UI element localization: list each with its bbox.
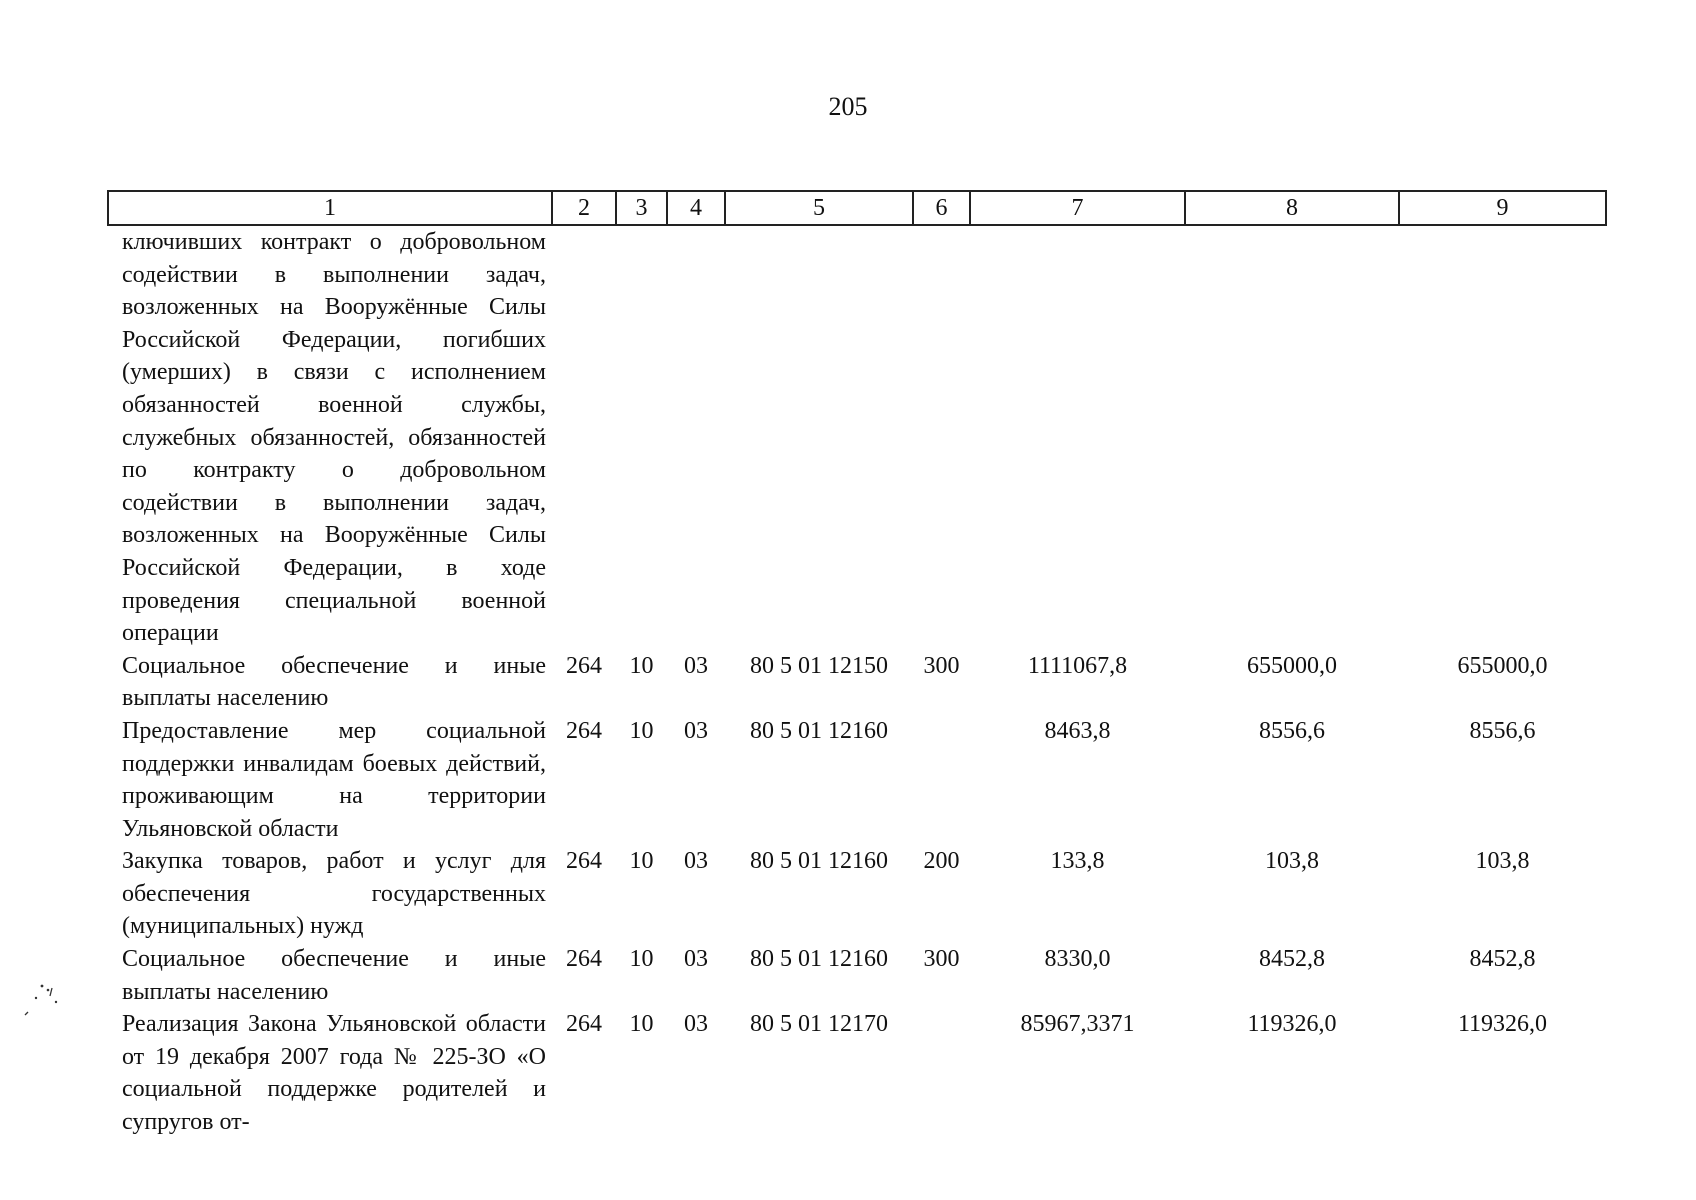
cell-target-article: 80 5 01 12160 — [750, 946, 888, 973]
cell-expense-type — [913, 1008, 970, 1138]
cell-amount-col8: 8556,6 — [1259, 717, 1325, 744]
cell-ministry: 264 — [566, 848, 602, 875]
cell-amount-col7: 133,8 — [1050, 848, 1105, 875]
cell-expense-type — [913, 715, 970, 845]
cell-amount-col9 — [1399, 225, 1606, 650]
column-header: 7 — [970, 191, 1185, 225]
cell-amount-col7: 1111067,8 — [1027, 652, 1128, 679]
cell-subsection: 03 — [684, 717, 708, 744]
row-description: Социальное обеспечение и иные выплаты населению — [122, 652, 546, 712]
cell-amount-col9: 119326,0 — [1457, 1011, 1548, 1038]
table-row — [108, 715, 1606, 845]
cell-target-article: 80 5 01 12170 — [750, 1011, 888, 1038]
row-description: Реализация Закона Ульяновской области от 19 декабря 2007 года № 225-ЗО «О социальной поддержке родителей и супругов от- — [122, 1011, 546, 1136]
cell-amount-col8: 103,8 — [1265, 848, 1319, 875]
cell-subsection — [667, 225, 725, 650]
cell-expense-type: 200 — [923, 848, 960, 875]
row-description: Социальное обеспечение и иные выплаты населению — [122, 946, 546, 1005]
row-description: Закупка товаров, работ и услуг для обеспечения государственных (муниципальных) нужд — [122, 848, 546, 940]
budget-table — [107, 190, 1607, 1139]
column-header: 1 — [108, 191, 552, 225]
column-header: 4 — [667, 191, 725, 225]
row-description: Предоставление мер социальной поддержки инвалидам боевых действий, проживающим на территории Ульяновской области — [122, 717, 546, 842]
cell-expense-type: 300 — [923, 652, 960, 679]
cell-target-article: 80 5 01 12160 — [750, 848, 888, 875]
cell-subsection: 03 — [684, 652, 708, 679]
cell-amount-col7: 85967,3371 — [1020, 1011, 1135, 1038]
cell-ministry: 264 — [566, 717, 602, 744]
cell-amount-col9: 655000,0 — [1457, 652, 1548, 679]
cell-section — [616, 225, 667, 650]
cell-target-article: 80 5 01 12160 — [750, 717, 888, 744]
table-header-row — [108, 191, 1606, 225]
cell-target-article — [725, 225, 913, 650]
column-header: 6 — [913, 191, 970, 225]
cell-section: 10 — [629, 946, 654, 973]
cell-subsection: 03 — [684, 946, 708, 973]
cell-amount-col8 — [1185, 225, 1399, 650]
cell-amount-col9: 8452,8 — [1469, 946, 1536, 973]
cell-section: 10 — [629, 848, 654, 875]
column-header: 5 — [725, 191, 913, 225]
scan-artifact-marks — [22, 982, 58, 1016]
table-row — [108, 1008, 1606, 1138]
cell-amount-col8: 8452,8 — [1259, 946, 1325, 973]
cell-target-article: 80 5 01 12150 — [750, 652, 888, 679]
table-row — [108, 943, 1606, 1008]
table-row — [108, 225, 1606, 650]
column-header: 8 — [1185, 191, 1399, 225]
cell-section: 10 — [629, 652, 654, 679]
column-header: 2 — [552, 191, 616, 225]
table-row — [108, 845, 1606, 943]
cell-section: 10 — [629, 1011, 654, 1038]
cell-section: 10 — [629, 717, 654, 744]
table-row — [108, 650, 1606, 715]
cell-amount-col9: 8556,6 — [1469, 717, 1536, 744]
cell-amount-col7: 8330,0 — [1044, 946, 1111, 973]
cell-amount-col7: 8463,8 — [1044, 717, 1111, 744]
cell-amount-col7 — [970, 225, 1185, 650]
cell-ministry — [552, 225, 616, 650]
cell-subsection: 03 — [684, 1011, 708, 1038]
row-description: ключивших контракт о добровольном содействии в выполнении задач, возложенных на Вооружённые Силы Российской Федерации, погибших (умерших) в связи с исполнением обязанностей военной службы, служебных обязанностей, обязанностей по контракту о добровольном содействии в выполнении задач, возложенных на Вооружённые Силы Российской Федерации, в ходе проведения специальной военной операции — [122, 229, 546, 647]
cell-ministry: 264 — [566, 652, 602, 679]
cell-ministry: 264 — [566, 1011, 602, 1038]
column-header: 9 — [1399, 191, 1606, 225]
page-number: 205 — [828, 92, 868, 121]
cell-amount-col9: 103,8 — [1475, 848, 1530, 875]
cell-subsection: 03 — [684, 848, 708, 875]
cell-amount-col8: 655000,0 — [1247, 652, 1337, 679]
cell-expense-type: 300 — [923, 946, 960, 973]
cell-expense-type — [913, 225, 970, 650]
cell-ministry: 264 — [566, 946, 602, 973]
cell-amount-col8: 119326,0 — [1247, 1011, 1337, 1038]
column-header: 3 — [616, 191, 667, 225]
